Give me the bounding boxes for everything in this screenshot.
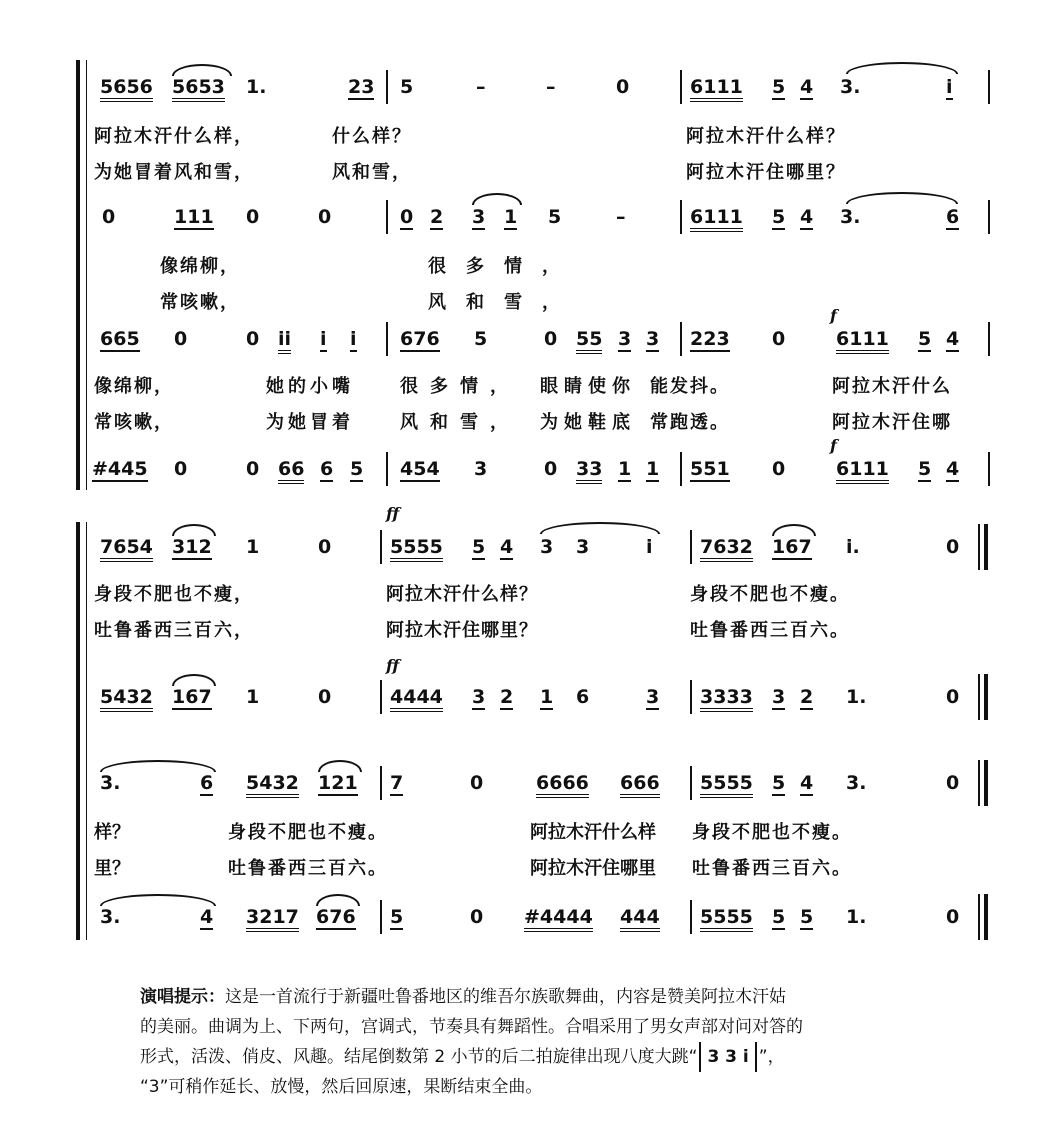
note: 4 [500, 536, 514, 558]
note: 0 [246, 206, 260, 228]
slur [100, 760, 216, 772]
note: – [476, 76, 486, 98]
note: 7654 [100, 536, 153, 562]
note: 3 [472, 206, 486, 228]
note: 6 [946, 206, 960, 228]
note: 0 [174, 458, 188, 480]
note: 1. [846, 686, 867, 708]
slur [172, 524, 216, 536]
note: 5555 [700, 906, 753, 932]
note: 0 [470, 906, 484, 928]
note: 0 [772, 458, 786, 480]
note: 6111 [836, 458, 889, 484]
note: 5 [772, 206, 786, 228]
note: 5 [400, 76, 414, 98]
note: 0 [318, 686, 332, 708]
performance-notes-line [140, 1042, 940, 1072]
note: 0 [946, 686, 960, 708]
final-barline [984, 760, 988, 806]
note: 55 [576, 328, 602, 354]
note: 0 [174, 328, 188, 350]
note: 167 [772, 536, 812, 558]
barline [988, 200, 990, 234]
lyric: 里？ [94, 858, 130, 879]
lyric: 吐鲁番西三百六， [94, 620, 254, 641]
note: 454 [400, 458, 440, 480]
lyric: 很多情， [400, 376, 520, 397]
note: i [646, 536, 653, 558]
slur [772, 524, 816, 536]
note: 167 [172, 686, 212, 708]
dynamic-marking: ff [386, 656, 400, 675]
note: 5555 [700, 772, 753, 798]
slur [472, 193, 522, 205]
note: 7632 [700, 536, 753, 562]
final-barline-thin [978, 674, 980, 720]
note: 1. [246, 76, 267, 98]
note: 5 [772, 906, 786, 928]
lyric: 常咳嗽， [160, 292, 240, 313]
slur [172, 64, 232, 76]
note: 0 [246, 458, 260, 480]
lyric: 她的小嘴 [266, 376, 354, 397]
note: 0 [946, 906, 960, 928]
note: 4444 [390, 686, 443, 712]
note: ii [278, 328, 291, 354]
slur [316, 894, 360, 906]
note: 6111 [690, 206, 743, 232]
note: 551 [690, 458, 730, 480]
note: 0 [946, 772, 960, 794]
barline [680, 70, 682, 104]
barline [380, 530, 382, 564]
system-brace [76, 60, 80, 490]
lyric: 像绵柳， [160, 256, 240, 277]
barline [988, 322, 990, 356]
lyric: 吐鲁番西三百六。 [692, 858, 852, 879]
note: 1 [646, 458, 660, 480]
lyric: 为她冒着 [266, 412, 354, 433]
note: 5 [474, 328, 488, 350]
barline [988, 70, 990, 104]
note: 0 [102, 206, 116, 228]
note: 676 [400, 328, 440, 350]
barline [386, 452, 388, 486]
note: 0 [544, 328, 558, 350]
note: 5656 [100, 76, 153, 102]
lyric: 很多情， [428, 256, 580, 277]
note: 3. [840, 206, 861, 228]
note: 5432 [100, 686, 153, 712]
lyric: 眼睛使你 [540, 376, 636, 397]
note: 23 [348, 76, 375, 98]
slur [318, 760, 362, 772]
lyric: 阿拉木汗什么样？ [686, 126, 846, 147]
dynamic-marking: f [830, 436, 837, 455]
notes-text-line: “3”可稍作延长、放慢，然后回原速，果断结束全曲。 [140, 1077, 543, 1097]
note: 0 [318, 206, 332, 228]
note: 4 [946, 328, 960, 350]
lyric: 什么样？ [332, 126, 412, 147]
note: 4 [800, 76, 814, 98]
note: 66 [278, 458, 304, 484]
note: – [616, 206, 626, 228]
barline [988, 452, 990, 486]
note: #445 [92, 458, 148, 480]
lyric: 为她鞋底 [540, 412, 636, 433]
slur [846, 192, 958, 204]
lyric: 阿拉木汗住哪里？ [686, 162, 846, 183]
note: 5653 [172, 76, 225, 102]
slur [540, 522, 660, 534]
barline [380, 680, 382, 714]
note: 5555 [390, 536, 443, 562]
note: 7 [390, 772, 404, 794]
note: 5 [472, 536, 486, 558]
lyric: 为她冒着风和雪， [94, 162, 254, 183]
performance-notes [140, 982, 940, 1102]
note: 5 [800, 906, 814, 928]
note: 0 [470, 772, 484, 794]
note: i [320, 328, 327, 350]
note: #4444 [524, 906, 593, 932]
final-barline-thin [978, 524, 980, 570]
note: – [546, 76, 556, 98]
barline [690, 680, 692, 714]
notes-text-line: 的美丽。曲调为上、下两句，宫调式，节奏具有舞蹈性。合唱采用了男女声部对问对答的 [140, 1017, 803, 1037]
barline [680, 452, 682, 486]
slur [846, 62, 958, 74]
lyric: 身段不肥也不瘦。 [228, 822, 388, 843]
note: 5 [918, 458, 932, 480]
barline [386, 322, 388, 356]
note: 5 [350, 458, 364, 480]
barline [680, 322, 682, 356]
lyric: 风和雪， [428, 292, 580, 313]
note: i. [846, 536, 860, 558]
note: 5432 [246, 772, 299, 798]
note: 6111 [690, 76, 743, 102]
note: 444 [620, 906, 660, 932]
lyric: 身段不肥也不瘦。 [690, 584, 850, 605]
note: 6 [576, 686, 590, 708]
note: 666 [620, 772, 660, 798]
note: 121 [318, 772, 358, 794]
note: i [350, 328, 357, 350]
note: 5 [548, 206, 562, 228]
note: 1 [246, 686, 260, 708]
lyric: 像绵柳， [94, 376, 174, 397]
note: 3 [618, 328, 632, 350]
lyric: 身段不肥也不瘦。 [692, 822, 852, 843]
slur [172, 674, 216, 686]
note: 1 [246, 536, 260, 558]
lyric: 阿拉木汗什么样？ [386, 584, 538, 605]
note: 2 [800, 686, 814, 708]
note: 3 [474, 458, 488, 480]
lyric: 阿拉木汗什么样， [94, 126, 254, 147]
lyric: 风和雪， [332, 162, 412, 183]
note: 3333 [700, 686, 753, 712]
note: 665 [100, 328, 140, 350]
note: 0 [544, 458, 558, 480]
barline [690, 530, 692, 564]
note: 0 [772, 328, 786, 350]
notes-text-line: 这是一首流行于新疆吐鲁番地区的维吾尔族歌舞曲，内容是赞美阿拉木汗姑 [225, 987, 786, 1007]
note: 5 [390, 906, 404, 928]
note: i [946, 76, 953, 98]
system-brace [76, 522, 80, 940]
note: 5 [772, 76, 786, 98]
dynamic-marking: ff [386, 504, 400, 523]
note: 5 [918, 328, 932, 350]
lyric: 样？ [94, 822, 130, 843]
note: 1. [846, 906, 867, 928]
note: 6666 [536, 772, 589, 798]
note: 0 [400, 206, 414, 228]
lyric: 阿拉木汗什么样 [530, 822, 656, 843]
note: 6 [320, 458, 334, 480]
notes-text-line: ”， [758, 1047, 785, 1067]
note: 4 [800, 206, 814, 228]
note: 3. [100, 906, 121, 928]
note: 0 [246, 328, 260, 350]
note: 676 [316, 906, 356, 928]
performance-notes-line [140, 982, 940, 1012]
note: 4 [800, 772, 814, 794]
final-barline [984, 674, 988, 720]
lyric: 常咳嗽， [94, 412, 174, 433]
note: 0 [616, 76, 630, 98]
barline [680, 200, 682, 234]
note: 4 [946, 458, 960, 480]
note: 3 [646, 328, 660, 350]
note: 223 [690, 328, 730, 350]
note: 3. [100, 772, 121, 794]
note: 6111 [836, 328, 889, 354]
lyric: 常跑透。 [650, 412, 730, 433]
note: 3. [846, 772, 867, 794]
final-barline-thin [978, 894, 980, 940]
slur [100, 894, 216, 906]
performance-notes-label: 演唱提示： [140, 987, 225, 1007]
note: 3 [772, 686, 786, 708]
note: 1 [504, 206, 518, 228]
note: 0 [946, 536, 960, 558]
note: 1 [540, 686, 554, 708]
lyric: 吐鲁番西三百六。 [690, 620, 850, 641]
note: 3 [576, 536, 590, 558]
note: 5 [772, 772, 786, 794]
note: 6 [200, 772, 214, 794]
note: 3. [840, 76, 861, 98]
barline [386, 200, 388, 234]
note: 4 [200, 906, 214, 928]
note: 3217 [246, 906, 299, 932]
notes-text-line: 形式，活泼、俏皮、风趣。结尾倒数第 2 小节的后二拍旋律出现八度大跳“ [140, 1047, 698, 1067]
note: 312 [172, 536, 212, 558]
lyric: 阿拉木汗什么 [832, 376, 952, 397]
note: 33 [576, 458, 602, 484]
note: 111 [174, 206, 214, 228]
barline [690, 900, 692, 934]
lyric: 阿拉木汗住哪里？ [386, 620, 538, 641]
note: 3 [472, 686, 486, 708]
lyric: 阿拉木汗住哪里 [530, 858, 656, 879]
lyric: 身段不肥也不瘦， [94, 584, 254, 605]
note: 3 [540, 536, 554, 558]
inline-notation: 3 3 i [699, 1042, 756, 1072]
barline [690, 766, 692, 800]
note: 2 [430, 206, 444, 228]
lyric: 能发抖。 [650, 376, 730, 397]
barline [380, 900, 382, 934]
note: 0 [318, 536, 332, 558]
note: 1 [618, 458, 632, 480]
barline [380, 766, 382, 800]
final-barline-thin [978, 760, 980, 806]
barline [386, 70, 388, 104]
final-barline [984, 524, 988, 570]
final-barline [984, 894, 988, 940]
lyric: 吐鲁番西三百六。 [228, 858, 388, 879]
note: 2 [500, 686, 514, 708]
lyric: 风和雪， [400, 412, 520, 433]
note: 3 [646, 686, 660, 708]
lyric: 阿拉木汗住哪 [832, 412, 952, 433]
dynamic-marking: f [830, 306, 837, 325]
